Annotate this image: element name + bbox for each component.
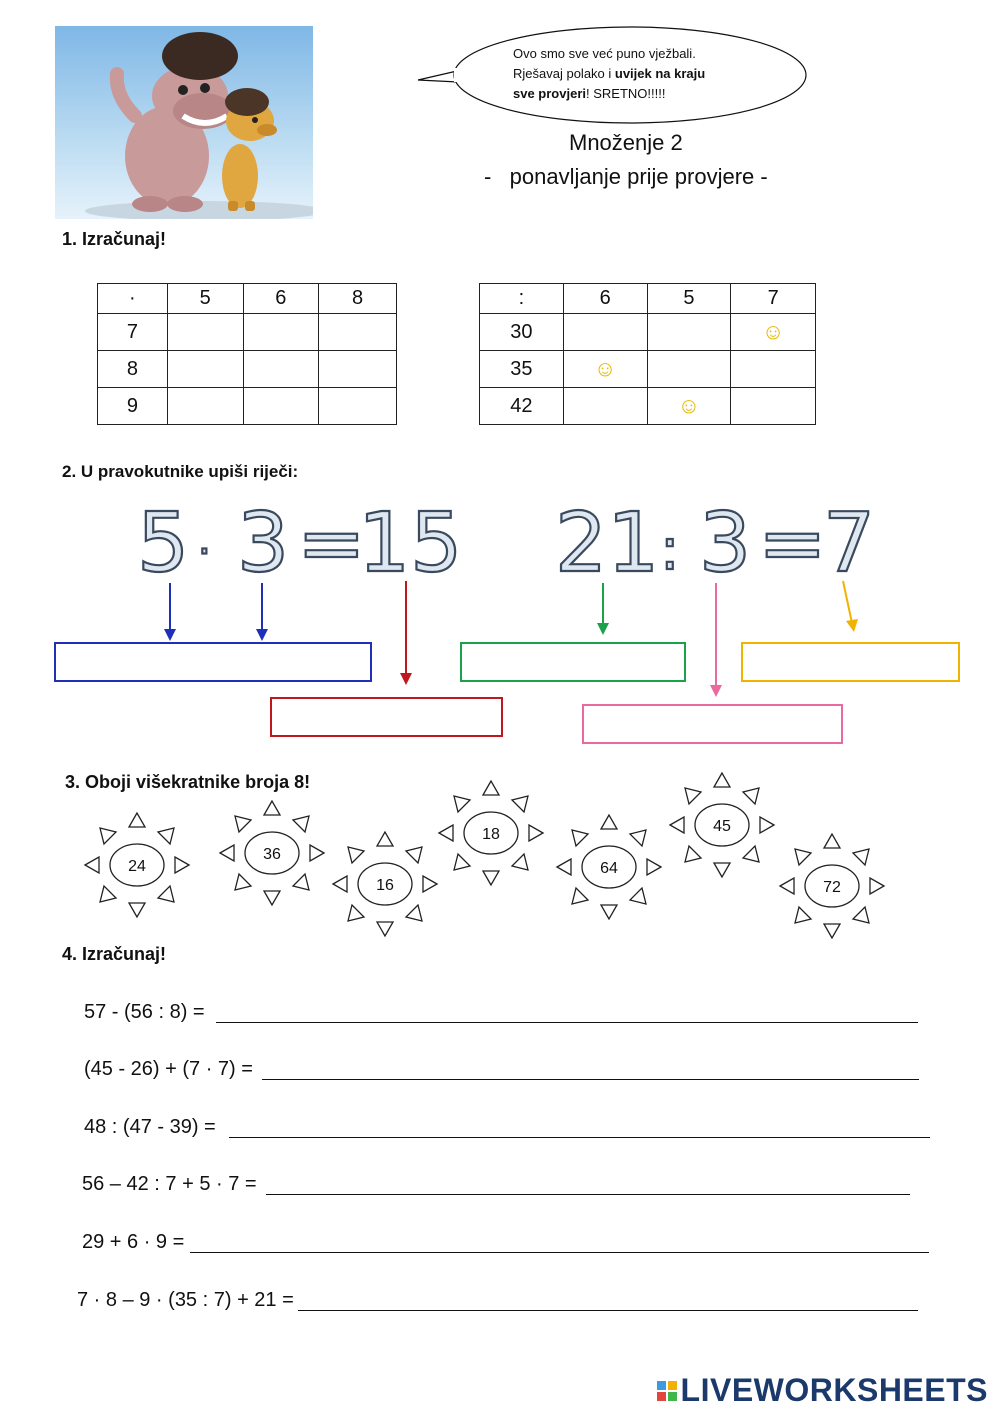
expression-3: 48 : (47 - 39) = xyxy=(84,1116,216,1138)
eq2-divisor: 3 xyxy=(699,496,752,591)
answer-line-1[interactable] xyxy=(216,1022,918,1023)
sun-number: 18 xyxy=(482,826,500,843)
arrow-head xyxy=(710,685,722,697)
speech-bubble-text xyxy=(513,44,763,104)
expression-2: (45 - 26) + (7 · 7) = xyxy=(84,1058,253,1080)
answer-cell[interactable] xyxy=(319,314,397,351)
mult-corner: · xyxy=(98,284,168,314)
logo-icon xyxy=(657,1381,677,1401)
arrow-head xyxy=(597,623,609,635)
answer-cell[interactable] xyxy=(731,388,816,425)
mult-row-header: 7 xyxy=(98,314,168,351)
answer-line-3[interactable] xyxy=(229,1137,930,1138)
eq2-equals: = xyxy=(758,496,827,591)
bubble-line-3: sve provjeri! SRETNO!!!!! xyxy=(513,86,666,101)
div-row-header: 35 xyxy=(480,351,564,388)
smiley-icon: ☺ xyxy=(593,356,617,381)
liveworksheets-logo xyxy=(657,1372,988,1409)
logo-text: LIVEWORKSHEETS xyxy=(680,1372,988,1408)
mult-col-header: 5 xyxy=(167,284,243,314)
sun-number: 72 xyxy=(823,879,841,896)
arrow-head xyxy=(400,673,412,685)
answer-cell[interactable] xyxy=(647,314,731,351)
answer-cell[interactable] xyxy=(167,314,243,351)
sun-number: 36 xyxy=(263,846,281,863)
expression-5: 29 + 6 · 9 = xyxy=(82,1231,185,1253)
answer-cell[interactable] xyxy=(243,388,319,425)
mult-row-header: 8 xyxy=(98,351,168,388)
suns-area xyxy=(0,770,1000,940)
answer-line-6[interactable] xyxy=(298,1310,918,1311)
answer-box-factors[interactable] xyxy=(54,642,372,682)
bubble-line-2: Rješavaj polako i uvijek na kraju xyxy=(513,66,706,81)
page-title: Množenje 2 xyxy=(569,130,683,155)
eq2-quotient: 7 xyxy=(823,496,876,591)
sun-number: 45 xyxy=(713,818,731,835)
div-col-header: 7 xyxy=(731,284,816,314)
eq1-factor-b: 3 xyxy=(237,496,290,591)
division-table xyxy=(479,283,816,425)
answer-cell[interactable] xyxy=(647,388,731,425)
eq1-product: 15 xyxy=(358,496,463,591)
answer-cell[interactable] xyxy=(563,314,647,351)
answer-cell[interactable] xyxy=(647,351,731,388)
task1-heading: 1. Izračunaj! xyxy=(62,229,167,249)
answer-box-quotient[interactable] xyxy=(741,642,960,682)
eq2-dividend: 21 xyxy=(555,496,660,591)
task2-heading: 2. U pravokutnike upiši riječi: xyxy=(62,462,299,481)
answer-cell[interactable] xyxy=(563,388,647,425)
smiley-icon: ☺ xyxy=(761,319,785,344)
answer-line-2[interactable] xyxy=(262,1079,919,1080)
arrow-head xyxy=(164,629,176,641)
answer-box-dividend[interactable] xyxy=(460,642,686,682)
answer-box-divisor[interactable] xyxy=(582,704,843,744)
eq1-operator: · xyxy=(198,529,211,575)
eq1-equals: = xyxy=(297,496,366,591)
mult-col-header: 6 xyxy=(243,284,319,314)
task3-heading: 3. Oboji višekratnike broja 8! xyxy=(65,772,311,792)
div-col-header: 6 xyxy=(563,284,647,314)
page-subtitle: - ponavljanje prije provjere - xyxy=(484,164,768,189)
answer-cell[interactable] xyxy=(563,351,647,388)
answer-cell[interactable] xyxy=(167,388,243,425)
arrow-head xyxy=(846,619,858,632)
expression-6: 7 · 8 – 9 · (35 : 7) + 21 = xyxy=(77,1289,294,1311)
answer-line-4[interactable] xyxy=(266,1194,910,1195)
eq1-factor-a: 5 xyxy=(137,496,190,591)
bubble-line-1: Ovo smo sve već puno vježbali. xyxy=(513,46,696,61)
eq2-operator: : xyxy=(660,515,680,583)
answer-cell[interactable] xyxy=(731,314,816,351)
smiley-icon: ☺ xyxy=(677,393,701,418)
answer-cell[interactable] xyxy=(243,314,319,351)
mult-col-header: 8 xyxy=(319,284,397,314)
sun-number: 64 xyxy=(600,860,618,877)
expression-1: 57 - (56 : 8) = xyxy=(84,1001,205,1023)
answer-cell[interactable] xyxy=(243,351,319,388)
task4-heading: 4. Izračunaj! xyxy=(62,944,167,964)
div-col-header: 5 xyxy=(647,284,731,314)
div-row-header: 42 xyxy=(480,388,564,425)
sun-number: 24 xyxy=(128,858,146,875)
answer-box-product[interactable] xyxy=(270,697,503,737)
answer-cell[interactable] xyxy=(319,388,397,425)
sun-number: 16 xyxy=(376,877,394,894)
expression-4: 56 – 42 : 7 + 5 · 7 = xyxy=(82,1173,257,1195)
answer-line-5[interactable] xyxy=(190,1252,929,1253)
answer-cell[interactable] xyxy=(167,351,243,388)
mult-row-header: 9 xyxy=(98,388,168,425)
div-row-header: 30 xyxy=(480,314,564,351)
answer-cell[interactable] xyxy=(319,351,397,388)
hero-illustration xyxy=(55,26,313,219)
div-corner: : xyxy=(480,284,564,314)
answer-cell[interactable] xyxy=(731,351,816,388)
arrow-head xyxy=(256,629,268,641)
multiplication-table xyxy=(97,283,397,425)
